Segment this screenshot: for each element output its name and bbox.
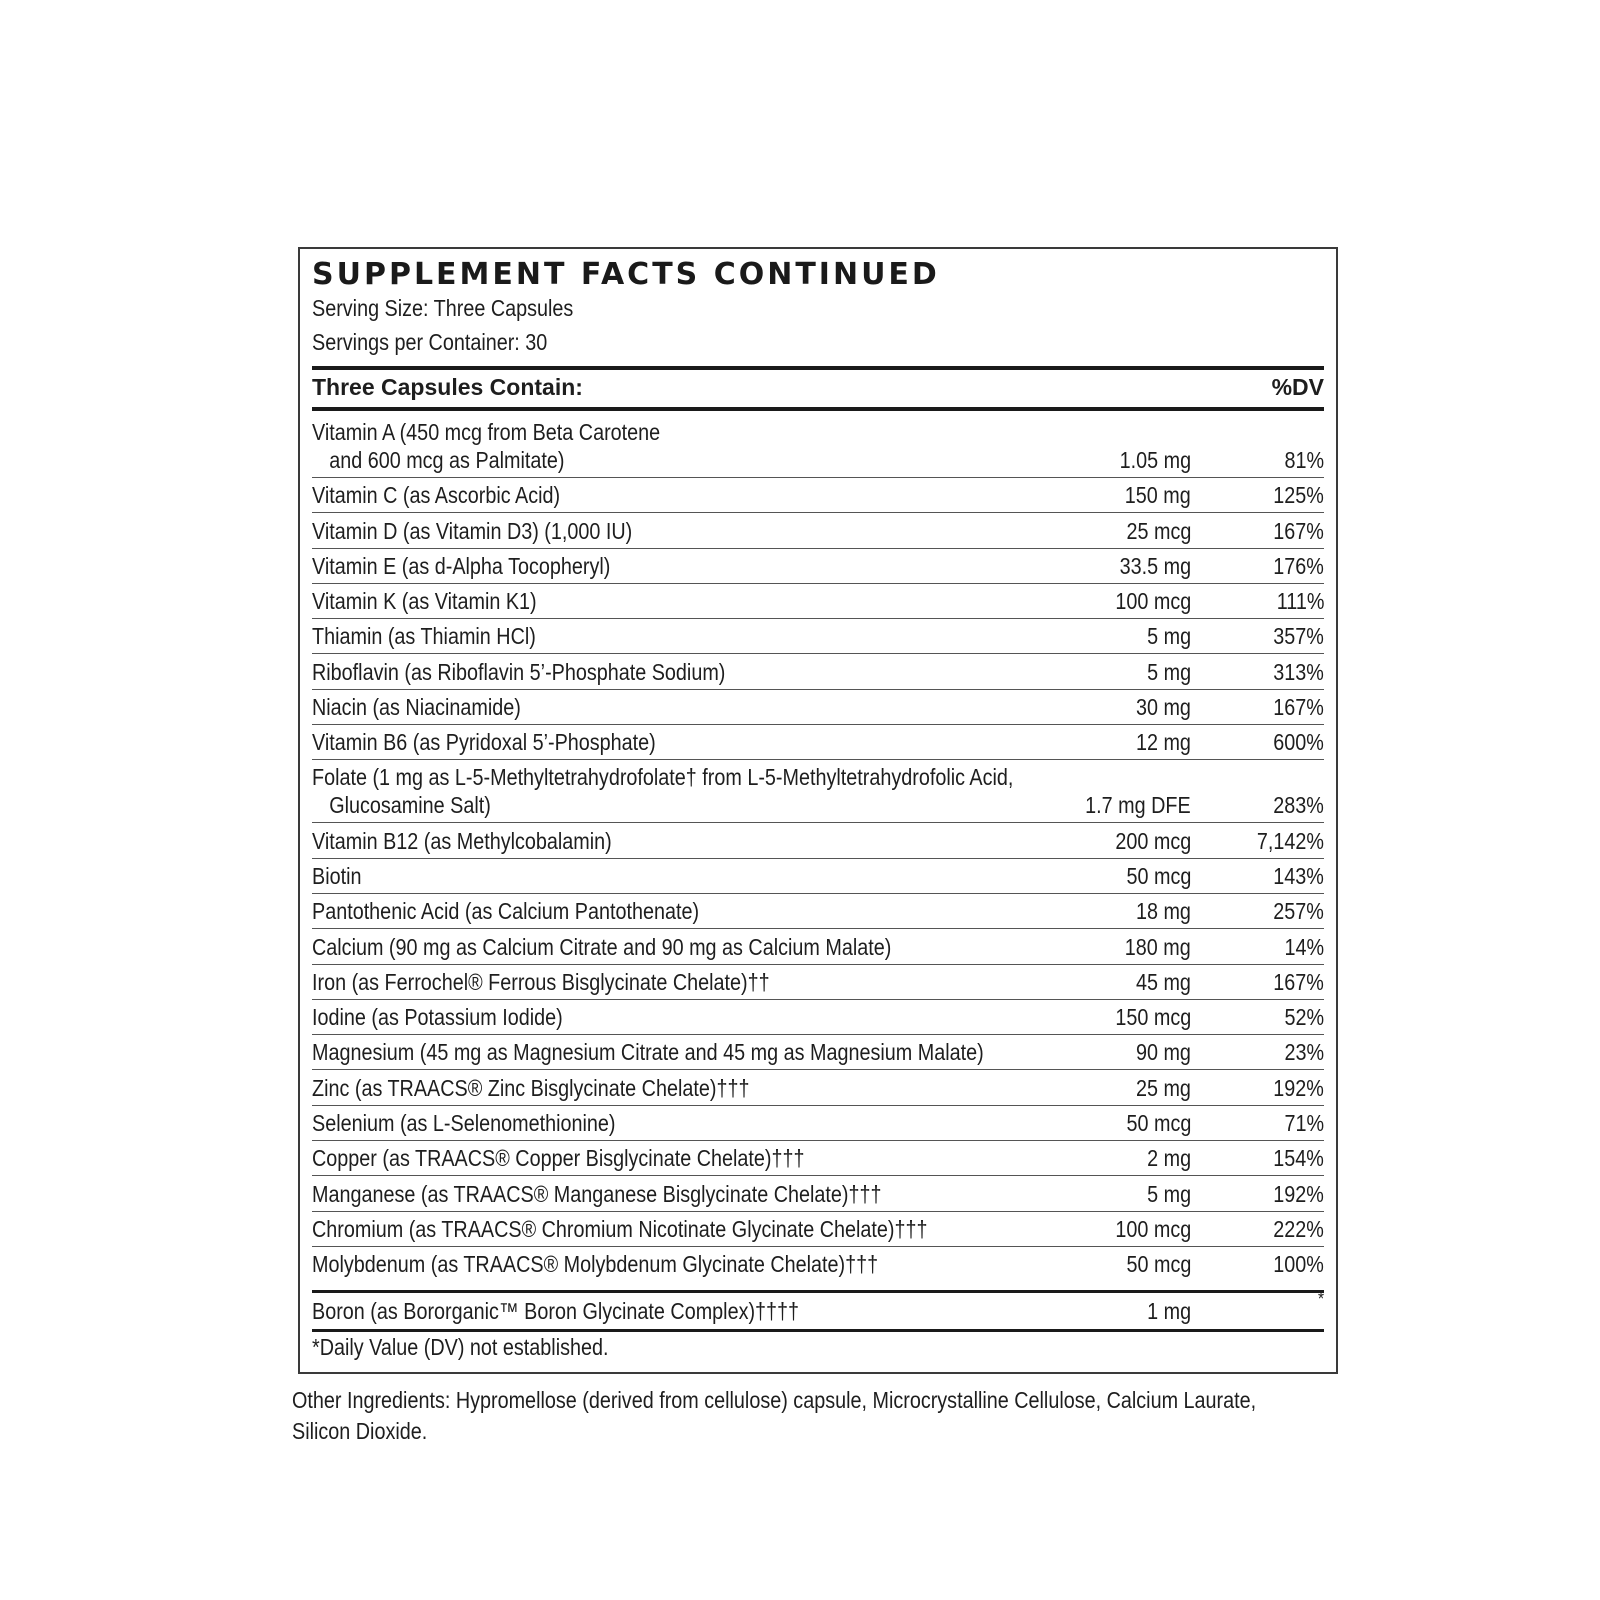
nutrient-dv: 14% xyxy=(1284,933,1324,960)
nutrient-dv: 143% xyxy=(1273,862,1324,889)
nutrient-amount: 1.7 mg DFE xyxy=(1085,792,1191,819)
nutrient-amount: 100 mcg xyxy=(1115,1215,1191,1242)
nutrient-dv: 167% xyxy=(1273,517,1324,544)
nutrient-dv: 154% xyxy=(1273,1145,1324,1172)
contents-header: Three Capsules Contain: xyxy=(312,374,583,400)
nutrient-name: Chromium (as TRAACS® Chromium Nicotinate Glycinate Chelate)††† xyxy=(312,1215,928,1242)
nutrient-name: Vitamin B6 (as Pyridoxal 5’-Phosphate) xyxy=(312,729,656,756)
footnote-top-rule xyxy=(312,1329,1324,1332)
table-row xyxy=(312,584,1324,619)
nutrient-name: Biotin xyxy=(312,862,362,889)
servings-per-container: Servings per Container: 30 xyxy=(312,329,548,355)
nutrient-dv: 257% xyxy=(1273,898,1324,925)
table-row xyxy=(312,823,1324,858)
nutrient-name: Magnesium (45 mg as Magnesium Citrate and 45 mg as Magnesium Malate) xyxy=(312,1039,984,1066)
table-row xyxy=(312,478,1324,513)
table-row xyxy=(312,1212,1324,1247)
serving-size: Serving Size: Three Capsules xyxy=(312,295,574,321)
nutrient-name: Thiamin (as Thiamin HCl) xyxy=(312,623,536,650)
nutrient-name: Iodine (as Potassium Iodide) xyxy=(312,1004,563,1031)
table-row xyxy=(312,929,1324,964)
panel-title: SUPPLEMENT FACTS CONTINUED xyxy=(312,257,940,292)
nutrient-table xyxy=(312,415,1324,1282)
nutrient-name: Vitamin K (as Vitamin K1) xyxy=(312,588,537,615)
table-row xyxy=(312,619,1324,654)
nutrient-amount: 200 mcg xyxy=(1115,827,1191,854)
supplement-facts-panel xyxy=(298,247,1338,1374)
nutrient-dv: 23% xyxy=(1284,1039,1324,1066)
nutrient-dv: 192% xyxy=(1273,1074,1324,1101)
nutrient-name: Zinc (as TRAACS® Zinc Bisglycinate Chelate)††† xyxy=(312,1074,750,1101)
nutrient-amount: 100 mcg xyxy=(1115,588,1191,615)
table-row xyxy=(312,549,1324,584)
nutrient-amount: 25 mg xyxy=(1136,1074,1191,1101)
nutrient-amount: 150 mcg xyxy=(1115,1004,1191,1031)
nutrient-amount: 45 mg xyxy=(1136,968,1191,995)
nutrient-name: Vitamin C (as Ascorbic Acid) xyxy=(312,482,561,509)
table-row xyxy=(312,1106,1324,1141)
nutrient-dv: 357% xyxy=(1273,623,1324,650)
nutrient-dv: 125% xyxy=(1273,482,1324,509)
nutrient-name: Vitamin E (as d-Alpha Tocopheryl) xyxy=(312,552,611,579)
nutrient-dv: 111% xyxy=(1276,588,1324,615)
nutrient-dv: 176% xyxy=(1273,552,1324,579)
nutrient-amount: 50 mcg xyxy=(1126,1251,1191,1278)
nutrient-name: Molybdenum (as TRAACS® Molybdenum Glycinate Chelate)††† xyxy=(312,1251,879,1278)
table-row xyxy=(312,690,1324,725)
nutrient-dv: * xyxy=(1317,1289,1324,1309)
dv-header: %DV xyxy=(1271,374,1324,400)
nutrient-amount: 5 mg xyxy=(1147,623,1191,650)
table-row xyxy=(312,1176,1324,1211)
nutrient-name: Vitamin A (450 mcg from Beta Carotene and 600 mcg as Palmitate) xyxy=(312,419,661,473)
table-row xyxy=(312,415,1324,478)
table-row xyxy=(312,654,1324,689)
nutrient-dv: 100% xyxy=(1273,1251,1324,1278)
table-row xyxy=(312,1035,1324,1070)
other-ingredients: Other Ingredients: Hypromellose (derived from cellulose) capsule, Microcrystalline Cellulose, Calcium Laurate, Silicon Dioxide. xyxy=(292,1387,1257,1444)
nutrient-amount: 1.05 mg xyxy=(1119,447,1191,473)
nutrient-name: Vitamin B12 (as Methylcobalamin) xyxy=(312,827,612,854)
nutrient-name: Calcium (90 mg as Calcium Citrate and 90 mg as Calcium Malate) xyxy=(312,933,892,960)
boron-row xyxy=(312,1289,1324,1329)
nutrient-name: Pantothenic Acid (as Calcium Pantothenate) xyxy=(312,898,700,925)
header-bottom-rule xyxy=(312,407,1324,411)
nutrient-name: Manganese (as TRAACS® Manganese Bisglycinate Chelate)††† xyxy=(312,1180,882,1207)
nutrient-amount: 25 mcg xyxy=(1126,517,1191,544)
nutrient-amount: 180 mg xyxy=(1125,933,1191,960)
table-row xyxy=(312,1070,1324,1105)
table-row xyxy=(312,965,1324,1000)
nutrient-name: Riboflavin (as Riboflavin 5’-Phosphate Sodium) xyxy=(312,658,726,685)
nutrient-amount: 18 mg xyxy=(1136,898,1191,925)
nutrient-dv: 222% xyxy=(1273,1215,1324,1242)
nutrient-name: Niacin (as Niacinamide) xyxy=(312,694,521,721)
header-top-rule xyxy=(312,366,1324,370)
nutrient-name: Copper (as TRAACS® Copper Bisglycinate Chelate)††† xyxy=(312,1145,805,1172)
nutrient-amount: 50 mcg xyxy=(1126,1110,1191,1137)
nutrient-dv: 7,142% xyxy=(1256,827,1324,854)
nutrient-amount: 30 mg xyxy=(1136,694,1191,721)
nutrient-dv: 167% xyxy=(1273,694,1324,721)
table-row xyxy=(312,859,1324,894)
nutrient-amount: 2 mg xyxy=(1147,1145,1191,1172)
nutrient-amount: 150 mg xyxy=(1125,482,1191,509)
nutrient-amount: 1 mg xyxy=(1147,1298,1191,1324)
nutrient-amount: 50 mcg xyxy=(1126,862,1191,889)
footnote: *Daily Value (DV) not established. xyxy=(312,1334,609,1360)
nutrient-name: Selenium (as L-Selenomethionine) xyxy=(312,1110,616,1137)
table-row xyxy=(312,760,1324,823)
nutrient-dv: 192% xyxy=(1273,1180,1324,1207)
table-row xyxy=(312,1000,1324,1035)
table-row xyxy=(312,1247,1324,1282)
nutrient-name: Iron (as Ferrochel® Ferrous Bisglycinate Chelate)†† xyxy=(312,968,770,995)
nutrient-dv: 167% xyxy=(1273,968,1324,995)
nutrient-amount: 12 mg xyxy=(1136,729,1191,756)
nutrient-amount: 33.5 mg xyxy=(1119,552,1191,579)
nutrient-dv: 283% xyxy=(1273,792,1324,819)
nutrient-name: Folate (1 mg as L-5-Methyltetrahydrofolate† from L-5-Methyltetrahydrofolic Acid, Glucosamine Salt) xyxy=(312,764,1014,819)
table-row xyxy=(312,894,1324,929)
nutrient-dv: 313% xyxy=(1273,658,1324,685)
nutrient-amount: 5 mg xyxy=(1147,1180,1191,1207)
nutrient-name: Vitamin D (as Vitamin D3) (1,000 IU) xyxy=(312,517,633,544)
nutrient-dv: 81% xyxy=(1284,447,1324,473)
nutrient-amount: 90 mg xyxy=(1136,1039,1191,1066)
nutrient-dv: 52% xyxy=(1284,1004,1324,1031)
nutrient-name: Boron (as Bororganic™ Boron Glycinate Complex)†††† xyxy=(312,1298,800,1324)
nutrient-amount: 5 mg xyxy=(1147,658,1191,685)
table-row xyxy=(312,513,1324,548)
nutrient-dv: 600% xyxy=(1273,729,1324,756)
table-row xyxy=(312,1141,1324,1176)
table-row xyxy=(312,725,1324,760)
nutrient-dv: 71% xyxy=(1284,1110,1324,1137)
